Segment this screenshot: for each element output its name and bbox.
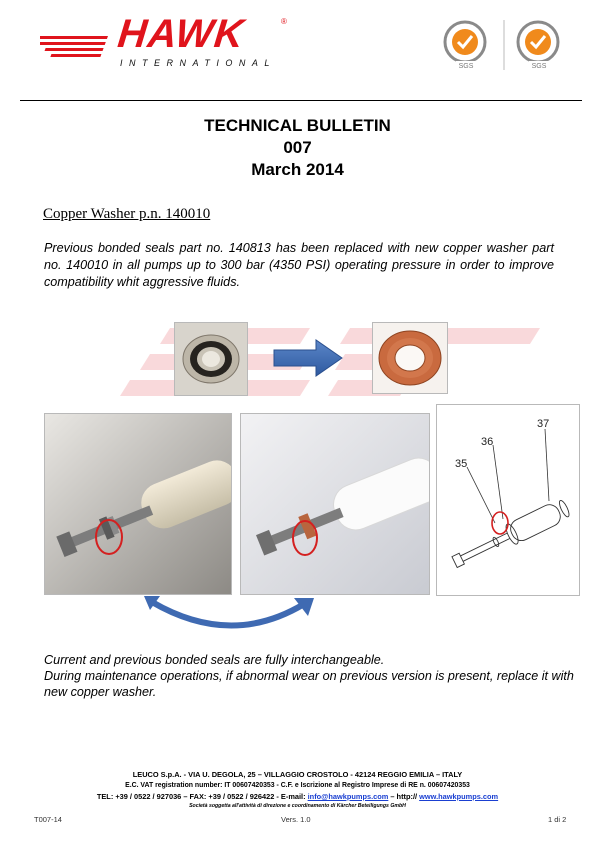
copper-washer-photo [372,322,448,394]
contact-separator: – http:// [388,792,420,801]
plunger-icon [45,414,231,594]
title-line-1: TECHNICAL BULLETIN [204,116,391,135]
copper-washer-icon [373,323,447,393]
exploded-drawing-icon [437,405,579,595]
company-contacts [0,791,595,803]
cert-label-1: SGS [458,63,474,70]
section-heading: Copper Washer p.n. 140010 [43,206,211,222]
company-address: LEUCO S.p.A. - VIA U. DEGOLA, 25 – VILLAGGIO CROSTOLO - 42124 REGGIO EMILIA – ITALY [132,770,463,779]
website-link[interactable]: www.hawkpumps.com [419,792,499,801]
bonded-seal-icon [175,323,247,395]
certification-icon [518,22,558,70]
registered-mark: ® [281,17,287,26]
part-label-35: 35 [455,458,468,470]
intro-paragraph: Previous bonded seals part no. 140813 has been replaced with new copper washer part no. 140010 in all pumps up to 300 bar (4350 PSI) operating pressure in order to improve compatibility whit aggressive fluids. [44,241,554,289]
plunger-icon [241,414,429,594]
note-maintenance: During maintenance operations, if abnormal wear on previous version is present, replace it with new copper washer. [44,669,574,699]
company-registration: E.C. VAT registration number: IT 00607420353 - C.F. e Iscrizione al Registro Imprese di RE n. 00607420353 [125,782,470,789]
arrow-right-icon [272,338,344,378]
brand-subtitle: INTERNATIONAL [120,58,276,68]
footer [0,769,595,810]
part-label-37: 37 [537,418,550,430]
brand-name: HAWK [115,12,247,56]
pump-plunger-copper-washer-photo [240,413,430,595]
contact-phone-fax: TEL: +39 / 0522 / 927036 – FAX: +39 / 0522 / 926422 - E-mail: [96,792,308,801]
certification-badges [436,16,572,74]
note-interchangeable: Current and previous bonded seals are fully interchangeable. [44,653,385,667]
company-ownership-note: Società soggetta all'attività di direzione e coordinamento di Kärcher Beteiligungs GmbH [189,803,406,809]
document-version: Vers. 1.0 [281,815,311,824]
curved-arrow-icon [138,594,324,644]
exploded-view-drawing [436,404,580,596]
document-code: T007-14 [34,815,62,824]
bonded-seal-photo [174,322,248,396]
bulletin-number: 007 [283,138,312,157]
bulletin-title [0,115,595,181]
pump-plunger-old-seal-photo [44,413,232,595]
email-link[interactable]: info@hawkpumps.com [307,792,389,801]
page-number: 1 di 2 [548,815,567,824]
cert-label-2: SGS [531,63,547,70]
certification-icon [445,22,485,70]
notes-paragraph [44,652,574,700]
header-divider [20,100,582,101]
bulletin-date: March 2014 [251,160,344,179]
part-label-36: 36 [481,436,494,448]
